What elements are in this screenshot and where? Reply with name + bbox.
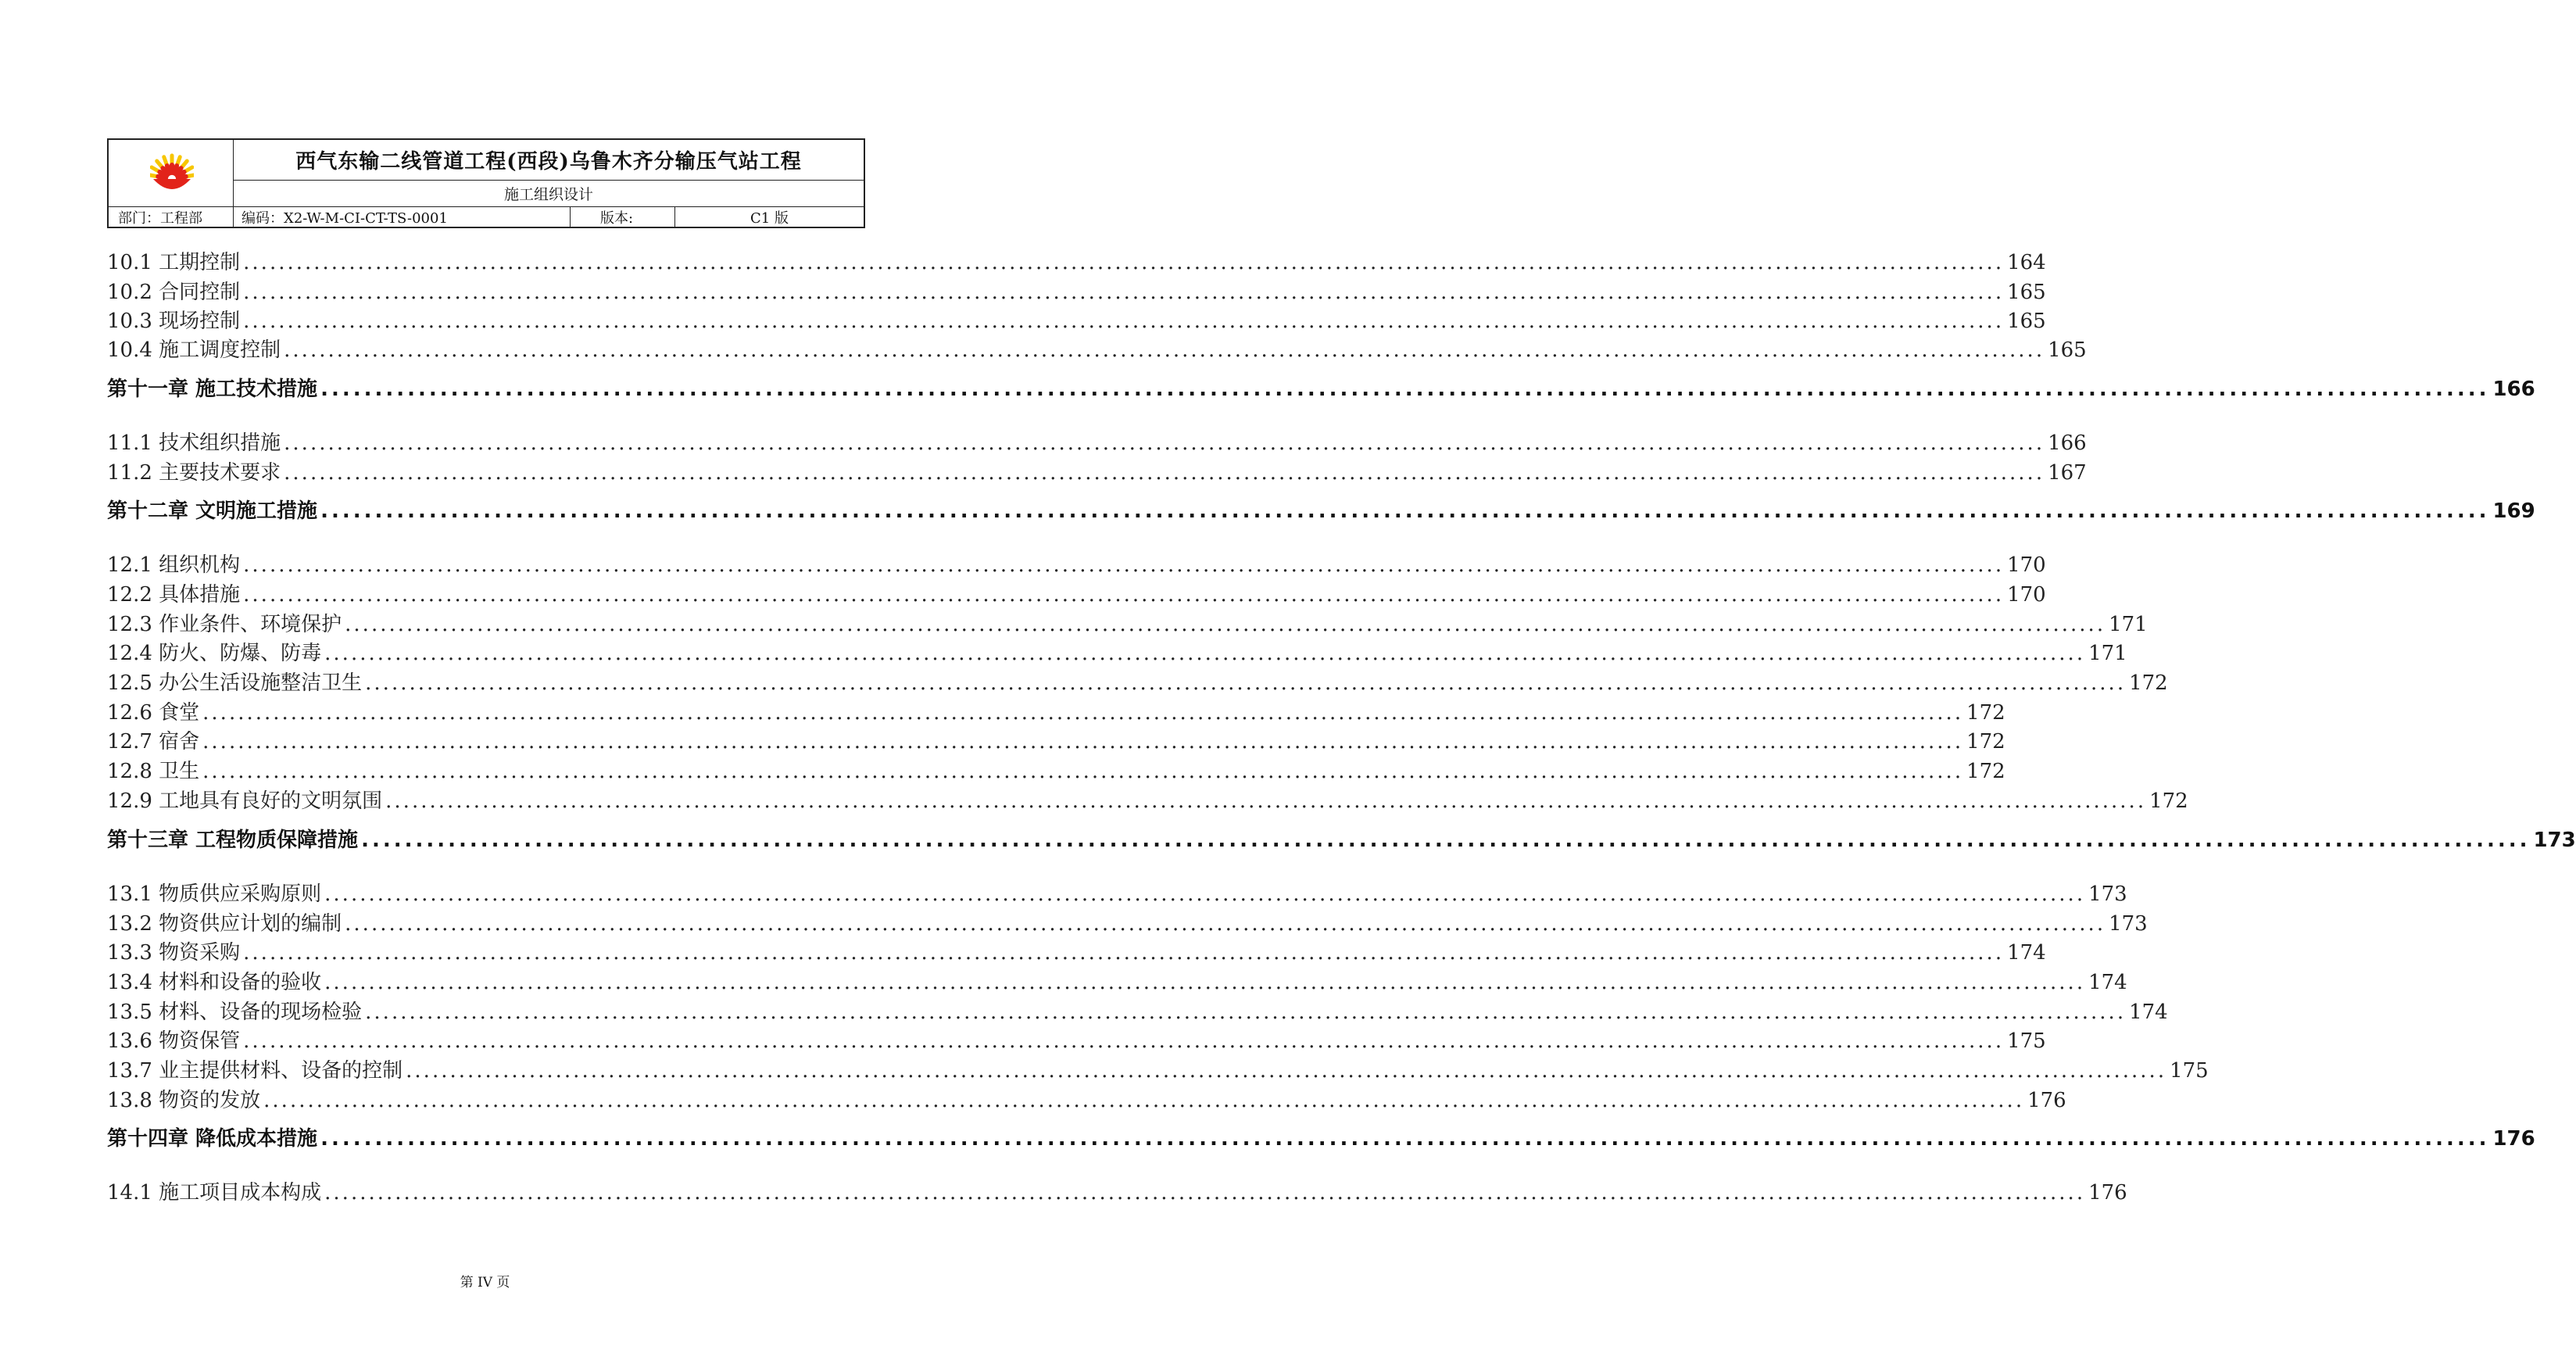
version-label-cell: 版本:	[571, 207, 675, 227]
toc-section-entry[interactable]	[107, 907, 2148, 936]
company-logo-icon	[150, 148, 194, 196]
toc-entry-title: 12.5 办公生活设施整洁卫生	[107, 671, 363, 695]
toc-section-entry[interactable]	[107, 996, 2168, 1025]
toc-entry-title: 13.2 物资供应计划的编制	[107, 912, 342, 936]
toc-entry-title: 11.2 主要技术要求	[107, 461, 281, 485]
toc-page-number: 174	[2129, 1001, 2168, 1024]
toc-section-entry[interactable]	[107, 549, 2046, 578]
toc-page-number: 171	[2109, 613, 2148, 636]
toc-dot-leader: ........................................................................................................................................................................................................	[320, 1127, 2490, 1151]
toc-entry-title: 13.1 物质供应采购原则	[107, 882, 322, 906]
toc-dot-leader: ........................................................................................................................................................................................................	[385, 789, 2147, 813]
toc-page-number: 165	[2007, 281, 2046, 304]
toc-page-number: 172	[1966, 760, 2005, 783]
toc-section-entry[interactable]	[107, 456, 2087, 485]
toc-section-entry[interactable]	[107, 276, 2046, 305]
toc-page-number: 173	[2088, 882, 2127, 906]
document-title: 西气东输二线管道工程(西段)乌鲁木齐分输压气站工程	[234, 140, 864, 181]
toc-entry-title: 13.7 业主提供材料、设备的控制	[107, 1059, 403, 1083]
toc-dot-leader: ........................................................................................................................................................................................................	[324, 971, 2086, 994]
toc-entry-title: 12.4 防火、防爆、防毒	[107, 642, 322, 665]
toc-section-entry[interactable]	[107, 785, 2188, 814]
toc-dot-leader: ........................................................................................................................................................................................................	[243, 941, 2005, 965]
toc-section-entry[interactable]	[107, 334, 2087, 363]
toc-page-number: 175	[2170, 1059, 2209, 1083]
toc-dot-leader: ........................................................................................................................................................................................................	[243, 281, 2005, 304]
toc-entry-title: 13.5 材料、设备的现场检验	[107, 1001, 363, 1024]
toc-entry-title: 12.6 食堂	[107, 701, 200, 725]
toc-section-entry[interactable]	[107, 667, 2168, 696]
toc-entry-title: 第十二章 文明施工措施	[107, 499, 318, 523]
toc-chapter-entry[interactable]	[107, 495, 2535, 524]
toc-page-number: 172	[2149, 789, 2188, 813]
toc-dot-leader: ........................................................................................................................................................................................................	[324, 882, 2086, 906]
toc-entry-title: 10.1 工期控制	[107, 251, 241, 274]
toc-entry-title: 10.3 现场控制	[107, 310, 241, 333]
toc-entry-title: 11.1 技术组织措施	[107, 431, 281, 455]
toc-chapter-entry[interactable]	[107, 824, 2576, 853]
toc-page-number: 176	[2492, 1127, 2535, 1151]
toc-page-number: 172	[1966, 701, 2005, 725]
toc-dot-leader: ........................................................................................................................................................................................................	[263, 1089, 2025, 1112]
toc-section-entry[interactable]	[107, 637, 2127, 666]
toc-page-number: 170	[2007, 583, 2046, 607]
toc-dot-leader: ........................................................................................................................................................................................................	[320, 499, 2490, 523]
toc-section-entry[interactable]	[107, 966, 2127, 995]
toc-dot-leader: ........................................................................................................................................................................................................	[406, 1059, 2167, 1083]
toc-page-number: 165	[2048, 338, 2087, 362]
toc-entry-title: 第十四章 降低成本措施	[107, 1127, 318, 1151]
toc-page-number: 166	[2048, 431, 2087, 455]
toc-section-entry[interactable]	[107, 427, 2087, 456]
toc-page-number: 172	[2129, 671, 2168, 695]
toc-entry-title: 12.1 组织机构	[107, 553, 241, 577]
toc-entry-title: 10.2 合同控制	[107, 281, 241, 304]
toc-page-number: 176	[2088, 1181, 2127, 1205]
toc-dot-leader: ........................................................................................................................................................................................................	[345, 613, 2106, 636]
toc-dot-leader: ........................................................................................................................................................................................................	[243, 310, 2005, 333]
toc-page-number: 172	[1966, 730, 2005, 754]
toc-dot-leader: ........................................................................................................................................................................................................	[284, 461, 2045, 485]
toc-entry-title: 10.4 施工调度控制	[107, 338, 281, 362]
toc-dot-leader: ........................................................................................................................................................................................................	[324, 642, 2086, 665]
toc-dot-leader: ........................................................................................................................................................................................................	[324, 1181, 2086, 1205]
toc-section-entry[interactable]	[107, 936, 2046, 965]
toc-entry-title: 14.1 施工项目成本构成	[107, 1181, 322, 1205]
toc-dot-leader: ........................................................................................................................................................................................................	[243, 1029, 2005, 1053]
document-header-table	[107, 138, 865, 228]
toc-page-number: 175	[2007, 1029, 2046, 1053]
toc-page-number: 166	[2492, 378, 2535, 401]
toc-section-entry[interactable]	[107, 1025, 2046, 1054]
toc-dot-leader: ........................................................................................................................................................................................................	[202, 730, 1964, 754]
toc-page-number: 169	[2492, 499, 2535, 523]
toc-section-entry[interactable]	[107, 246, 2046, 275]
toc-section-entry[interactable]	[107, 755, 2005, 784]
toc-dot-leader: ........................................................................................................................................................................................................	[243, 583, 2005, 607]
toc-section-entry[interactable]	[107, 725, 2005, 754]
toc-page-number: 167	[2048, 461, 2087, 485]
toc-dot-leader: ........................................................................................................................................................................................................	[202, 701, 1964, 725]
toc-page-number: 165	[2007, 310, 2046, 333]
toc-dot-leader: ........................................................................................................................................................................................................	[320, 378, 2490, 401]
toc-entry-title: 13.4 材料和设备的验收	[107, 971, 322, 994]
toc-page-number: 173	[2109, 912, 2148, 936]
header-info-row	[109, 206, 864, 227]
toc-entry-title: 12.8 卫生	[107, 760, 200, 783]
toc-dot-leader: ........................................................................................................................................................................................................	[284, 338, 2045, 362]
page-number-footer: 第 IV 页	[460, 1275, 510, 1290]
toc-section-entry[interactable]	[107, 578, 2046, 607]
toc-entry-title: 13.8 物资的发放	[107, 1089, 261, 1112]
toc-section-entry[interactable]	[107, 305, 2046, 334]
toc-section-entry[interactable]	[107, 1054, 2209, 1083]
toc-page-number: 174	[2007, 941, 2046, 965]
toc-page-number: 173	[2533, 829, 2576, 852]
document-code-cell: 编码：X2-W-M-CI-CT-TS-0001	[234, 207, 571, 227]
toc-page-number: 176	[2027, 1089, 2066, 1112]
toc-dot-leader: ........................................................................................................................................................................................................	[202, 760, 1964, 783]
toc-entry-title: 12.7 宿舍	[107, 730, 200, 754]
toc-dot-leader: ........................................................................................................................................................................................................	[243, 553, 2005, 577]
toc-page-number: 171	[2088, 642, 2127, 665]
toc-entry-title: 12.3 作业条件、环境保护	[107, 613, 342, 636]
toc-section-entry[interactable]	[107, 608, 2148, 637]
toc-dot-leader: ........................................................................................................................................................................................................	[243, 251, 2005, 274]
toc-entry-title: 13.3 物资采购	[107, 941, 241, 965]
department-cell: 部门：工程部	[109, 207, 234, 227]
toc-section-entry[interactable]	[107, 1084, 2066, 1113]
toc-section-entry[interactable]	[107, 878, 2127, 907]
version-value-cell: C1 版	[750, 209, 789, 227]
document-subtitle: 施工组织设计	[503, 186, 593, 203]
toc-entry-title: 第十三章 工程物质保障措施	[107, 829, 359, 852]
toc-entry-title: 12.2 具体措施	[107, 583, 241, 607]
toc-dot-leader: ........................................................................................................................................................................................................	[284, 431, 2045, 455]
toc-entry-title: 第十一章 施工技术措施	[107, 378, 318, 401]
toc-entry-title: 12.9 工地具有良好的文明氛围	[107, 789, 383, 813]
toc-page-number: 170	[2007, 553, 2046, 577]
toc-section-entry[interactable]	[107, 1176, 2127, 1205]
toc-chapter-entry[interactable]	[107, 373, 2535, 402]
logo-cell	[109, 140, 234, 206]
toc-dot-leader: ........................................................................................................................................................................................................	[365, 671, 2127, 695]
toc-dot-leader: ........................................................................................................................................................................................................	[365, 1001, 2127, 1024]
toc-page-number: 174	[2088, 971, 2127, 994]
toc-dot-leader: ........................................................................................................................................................................................................	[361, 829, 2531, 852]
toc-section-entry[interactable]	[107, 696, 2005, 725]
toc-chapter-entry[interactable]	[107, 1122, 2535, 1151]
toc-entry-title: 13.6 物资保管	[107, 1029, 241, 1053]
toc-page-number: 164	[2007, 251, 2046, 274]
toc-dot-leader: ........................................................................................................................................................................................................	[345, 912, 2106, 936]
